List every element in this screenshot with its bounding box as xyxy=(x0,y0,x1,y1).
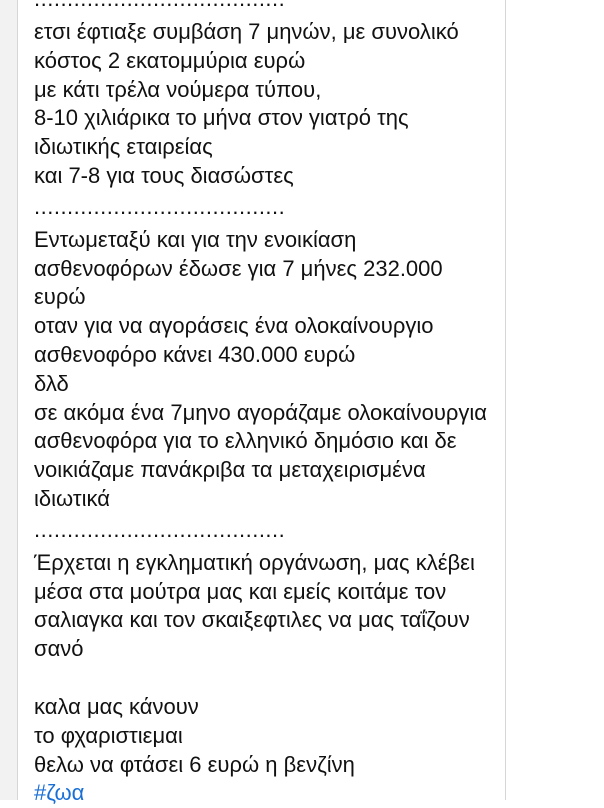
post-line: θελω να φτάσει 6 ευρώ η βενζίνη xyxy=(34,751,355,777)
post-line: σανό xyxy=(34,636,84,662)
blank-line xyxy=(34,664,487,693)
post-line: 8-10 χιλιάρικα το μήνα στον γιατρό της xyxy=(34,105,409,131)
post-line: ευρώ xyxy=(34,284,86,310)
post-line: σαλιαγκα και τον σκαιξεφτιλες να μας ταΐζουν xyxy=(34,607,470,633)
post-line: Έρχεται η εγκληματική οργάνωση, μας κλέβει xyxy=(34,549,475,575)
post-line: ετσι έφτιαξε συμβάση 7 μηνών, με συνολικό xyxy=(34,19,459,44)
post-line: μέσα στα μούτρα μας και εμείς κοιτάμε τον xyxy=(34,578,447,604)
post-line: Εντωμεταξύ και για την ενοικίαση xyxy=(34,226,357,252)
post-line: με κάτι τρέλα νούμερα τύπου, xyxy=(34,76,322,102)
post-line: το φχαριστιεμαι xyxy=(34,722,183,748)
separator: ...................................... xyxy=(34,516,286,542)
post-line: ιδιωτικά xyxy=(34,485,110,511)
separator xyxy=(34,0,487,18)
post-line: νοικιάζαμε πανάκριβα τα μεταχειρισμένα xyxy=(34,457,426,483)
post-line: ασθενοφόρο κάνει 430.000 ευρώ xyxy=(34,341,356,367)
left-gutter xyxy=(0,0,17,800)
post-line: κόστος 2 εκατομμύρια ευρώ xyxy=(34,47,306,73)
separator: ...................................... xyxy=(34,193,286,219)
post-line: και 7-8 για τους διασώστες xyxy=(34,162,294,188)
post-line: καλα μας κάνουν xyxy=(34,693,199,719)
post-text xyxy=(34,0,487,808)
post-line: ασθενοφόρα για το ελληνικό δημόσιο και δε xyxy=(34,428,457,454)
post-line: ιδιωτικής εταιρείας xyxy=(34,134,213,160)
post-line: δλδ xyxy=(34,370,69,396)
post-line: οταν για να αγοράσεις ένα ολοκαίνουργιο xyxy=(34,313,434,339)
post-line: σε ακόμα ένα 7μηνο αγοράζαμε ολοκαίνουργια xyxy=(34,399,487,425)
post-line: ασθενοφόρων έδωσε για 7 μήνες 232.000 xyxy=(34,255,443,281)
hashtag-link[interactable]: #ζωα xyxy=(34,780,85,806)
